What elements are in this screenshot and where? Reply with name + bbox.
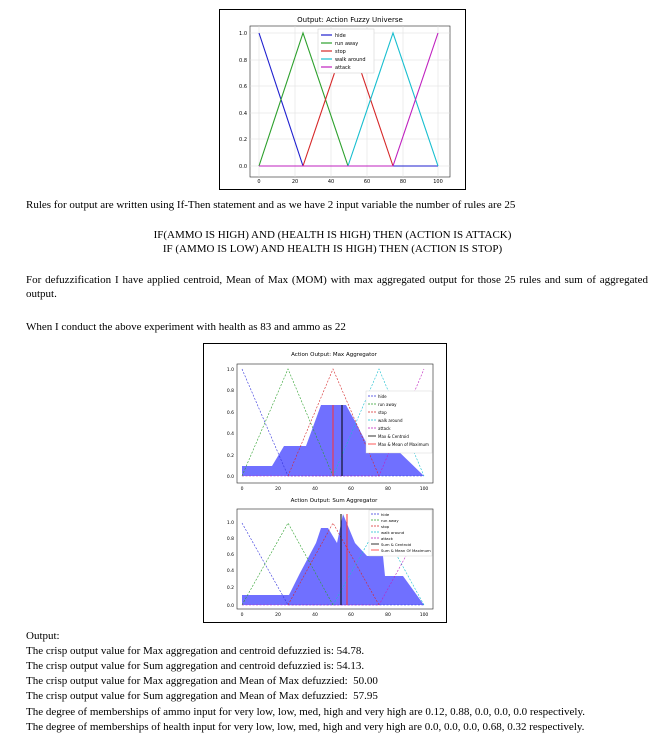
y-tick: 0.0 [239, 164, 247, 170]
legend-label: run away [335, 41, 359, 47]
y-tick: 0.8 [226, 537, 234, 542]
rule-stop: IF (AMMO IS LOW) AND HEALTH IS HIGH) THEN (ACTION IS STOP) [162, 243, 503, 255]
legend-label: attack [378, 426, 391, 431]
bottom-chart-title: Action Output: Sum Aggregator [290, 498, 378, 504]
x-tick: 60 [363, 179, 371, 185]
y-tick: 1.0 [239, 31, 247, 37]
legend-label: Sum & Centroid [381, 542, 412, 547]
defuzz-paragraph: For defuzzification I have applied centroid, Mean of Max (MOM) with max aggregated output for those 25 rules and sum of aggregated output. [26, 274, 648, 300]
x-tick: 0 [257, 179, 261, 185]
aggregator-charts [204, 344, 446, 622]
legend-label: Max & Centroid [378, 434, 409, 439]
y-tick: 0.8 [239, 58, 247, 64]
y-tick: 0.8 [226, 389, 234, 394]
legend-label: stop [381, 524, 390, 529]
y-tick: 1.0 [226, 521, 234, 526]
x-tick: 40 [312, 487, 318, 492]
x-tick: 20 [275, 487, 281, 492]
experiment-paragraph: When I conduct the above experiment with health as 83 and ammo as 22 [26, 321, 346, 333]
output-line: The degree of memberships of health input for very low, low, med, high and very high are 0.0, 0.0, 0.0, 0.68, 0.32 respectively. [26, 721, 585, 733]
x-tick: 20 [291, 179, 299, 185]
y-tick: 0.4 [226, 569, 234, 574]
top-legend [366, 391, 432, 453]
y-tick: 0.6 [226, 553, 234, 558]
legend-label: run away [378, 402, 397, 407]
output-line: The crisp output value for Max aggregation and Mean of Max defuzzied: 50.00 [26, 675, 378, 687]
x-tick: 80 [385, 613, 391, 618]
y-tick: 0.4 [239, 111, 247, 117]
legend-label: attack [335, 65, 351, 71]
output-heading: Output: [26, 630, 60, 642]
x-tick: 0 [240, 613, 244, 618]
output-line: The crisp output value for Max aggregation and centroid defuzzied is: 54.78. [26, 645, 365, 657]
x-tick: 100 [419, 487, 429, 492]
y-tick: 1.0 [226, 368, 234, 373]
y-tick: 0.6 [239, 84, 247, 90]
x-tick: 80 [385, 487, 391, 492]
bottom-legend [369, 510, 432, 556]
membership-chart [220, 10, 465, 189]
chart-title: Output: Action Fuzzy Universe [297, 16, 403, 24]
legend-label: walk around [378, 418, 403, 423]
legend-label: hide [378, 394, 387, 399]
legend-label: hide [381, 512, 390, 517]
y-tick: 0.2 [239, 137, 247, 143]
y-tick: 0.0 [226, 475, 234, 480]
output-line: The degree of memberships of ammo input for very low, low, med, high and very high are 0.12, 0.88, 0.0, 0.0, 0.0 respectively. [26, 706, 586, 718]
legend-label: run away [381, 518, 399, 523]
rules-paragraph: Rules for output are written using If-Then statement and as we have 2 input variable the number of rules are 25 [26, 199, 516, 211]
legend-label: walk around [381, 530, 405, 535]
y-tick: 0.2 [226, 586, 234, 591]
x-tick: 40 [327, 179, 335, 185]
y-tick: 0.4 [226, 432, 234, 437]
x-tick: 20 [275, 613, 281, 618]
rule-attack: IF(AMMO IS HIGH) AND (HEALTH IS HIGH) THEN (ACTION IS ATTACK) [153, 229, 512, 241]
output-line: The crisp output value for Sum aggregation and centroid defuzzied is: 54.13. [26, 660, 365, 672]
top-chart-title: Action Output: Max Aggregator [291, 352, 377, 358]
y-tick: 0.6 [226, 411, 234, 416]
legend [318, 29, 374, 73]
figure-aggregators [203, 343, 447, 623]
x-tick: 60 [348, 613, 354, 618]
y-tick: 0.2 [226, 454, 234, 459]
y-tick: 0.0 [226, 604, 234, 609]
output-line: The crisp output value for Sum aggregation and Mean of Max defuzzied: 57.95 [26, 690, 378, 702]
x-tick: 60 [348, 487, 354, 492]
legend-label: Max & Mean of Maximum [378, 442, 429, 447]
x-tick: 40 [312, 613, 318, 618]
x-tick: 100 [433, 179, 443, 185]
legend-label: stop [378, 410, 387, 415]
x-tick: 0 [240, 487, 244, 492]
legend-label: attack [381, 536, 393, 541]
legend-label: walk around [335, 57, 366, 63]
legend-label: hide [335, 33, 346, 39]
x-tick: 100 [419, 613, 429, 618]
legend-label: Sum & Mean Of Maximum [381, 548, 431, 553]
x-tick: 80 [399, 179, 407, 185]
figure-action-fuzzy-universe [219, 9, 466, 190]
legend-label: stop [335, 49, 346, 55]
